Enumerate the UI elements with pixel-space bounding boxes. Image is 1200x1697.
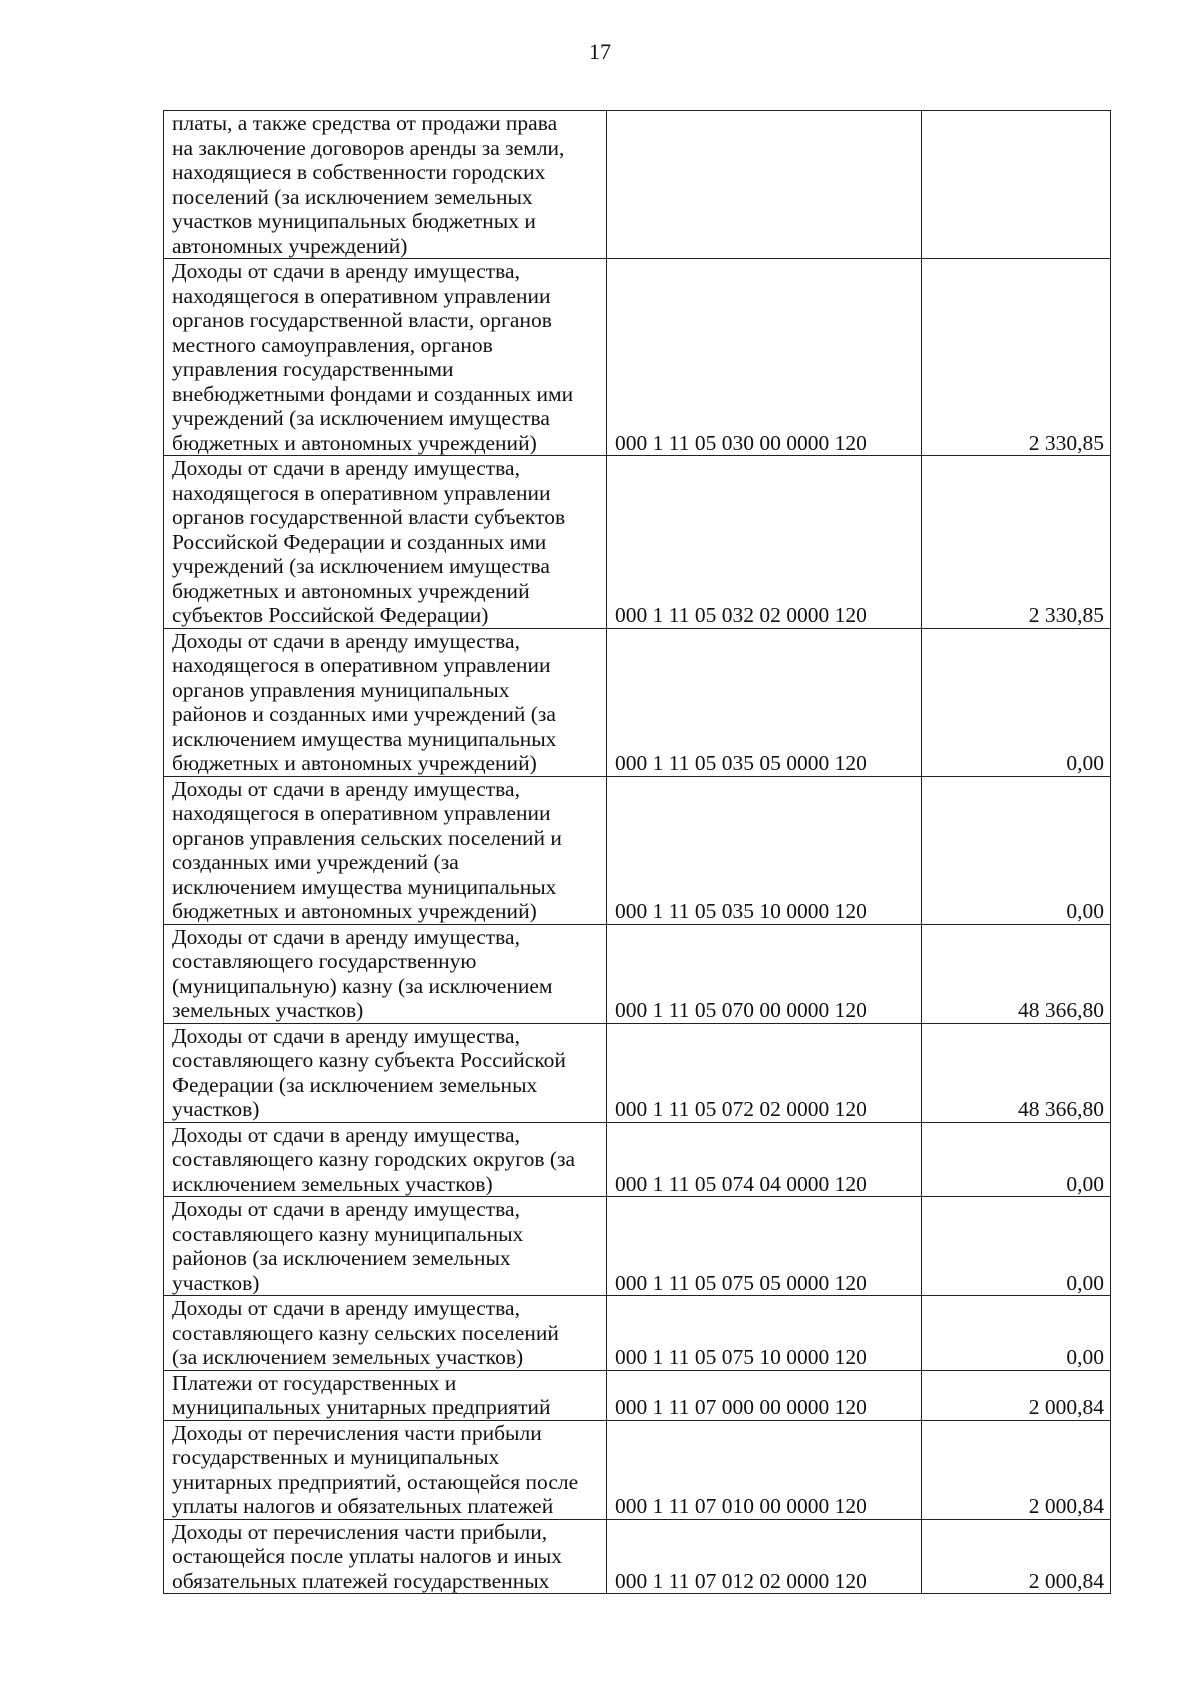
row-amount: 48 366,80 xyxy=(922,924,1111,1023)
row-amount: 0,00 xyxy=(922,1122,1111,1197)
row-description: Доходы от перечисления части прибыли государственных и муниципальных унитарных предприятий, остающейся после уплаты налогов и обязательных платежей xyxy=(164,1420,607,1519)
row-code: 000 1 11 05 072 02 0000 120 xyxy=(607,1023,922,1122)
row-description: Платежи от государственных и муниципальных унитарных предприятий xyxy=(164,1370,607,1420)
row-code: 000 1 11 07 012 02 0000 120 xyxy=(607,1519,922,1594)
row-amount: 0,00 xyxy=(922,776,1111,924)
table-row xyxy=(164,1023,1111,1122)
page-number: 17 xyxy=(589,39,611,64)
row-amount: 48 366,80 xyxy=(922,1023,1111,1122)
table-row xyxy=(164,1296,1111,1371)
row-amount: 2 330,85 xyxy=(922,259,1111,456)
row-description: Доходы от сдачи в аренду имущества, составляющего казну городских округов (за исключением земельных участков) xyxy=(164,1122,607,1197)
row-amount: 2 000,84 xyxy=(922,1420,1111,1519)
row-code: 000 1 11 05 074 04 0000 120 xyxy=(607,1122,922,1197)
table-row xyxy=(164,456,1111,629)
row-amount: 2 000,84 xyxy=(922,1370,1111,1420)
row-amount: 0,00 xyxy=(922,1197,1111,1296)
row-code: 000 1 11 07 010 00 0000 120 xyxy=(607,1420,922,1519)
row-description: Доходы от сдачи в аренду имущества, находящегося в оперативном управлении органов управления сельских поселений и созданных ими учреждений (за исключением имущества муниципальных бюджетных и автономных учреждений) xyxy=(164,776,607,924)
row-description: Доходы от сдачи в аренду имущества, находящегося в оперативном управлении органов государственной власти субъектов Российской Федерации и созданных ими учреждений (за исключением имущества бюджетных и автономных учреждений субъектов Российской Федерации) xyxy=(164,456,607,629)
table-row xyxy=(164,1519,1111,1594)
row-description: Доходы от сдачи в аренду имущества, составляющего казну субъекта Российской Федерации (за исключением земельных участков) xyxy=(164,1023,607,1122)
row-code: 000 1 11 05 075 05 0000 120 xyxy=(607,1197,922,1296)
row-amount: 2 000,84 xyxy=(922,1519,1111,1594)
table-row xyxy=(164,111,1111,259)
row-code: 000 1 11 05 032 02 0000 120 xyxy=(607,456,922,629)
table-row xyxy=(164,259,1111,456)
row-amount: 0,00 xyxy=(922,628,1111,776)
row-code: 000 1 11 07 000 00 0000 120 xyxy=(607,1370,922,1420)
row-description: платы, а также средства от продажи права на заключение договоров аренды за земли, находящиеся в собственности городских поселений (за исключением земельных участков муниципальных бюджетных и автономных учреждений) xyxy=(164,111,607,259)
row-description: Доходы от сдачи в аренду имущества, составляющего казну муниципальных районов (за исключением земельных участков) xyxy=(164,1197,607,1296)
table-row xyxy=(164,1122,1111,1197)
table-row xyxy=(164,628,1111,776)
table-row xyxy=(164,1420,1111,1519)
row-code: 000 1 11 05 035 05 0000 120 xyxy=(607,628,922,776)
row-amount: 0,00 xyxy=(922,1296,1111,1371)
row-amount xyxy=(922,111,1111,259)
row-code xyxy=(607,111,922,259)
table-row xyxy=(164,1197,1111,1296)
row-code: 000 1 11 05 075 10 0000 120 xyxy=(607,1296,922,1371)
row-description: Доходы от сдачи в аренду имущества, составляющего государственную (муниципальную) казну (за исключением земельных участков) xyxy=(164,924,607,1023)
row-amount: 2 330,85 xyxy=(922,456,1111,629)
row-code: 000 1 11 05 035 10 0000 120 xyxy=(607,776,922,924)
row-description: Доходы от сдачи в аренду имущества, находящегося в оперативном управлении органов управления муниципальных районов и созданных ими учреждений (за исключением имущества муниципальных бюджетных и автономных учреждений) xyxy=(164,628,607,776)
row-description: Доходы от сдачи в аренду имущества, составляющего казну сельских поселений (за исключением земельных участков) xyxy=(164,1296,607,1371)
row-description: Доходы от сдачи в аренду имущества, находящегося в оперативном управлении органов государственной власти, органов местного самоуправления, органов управления государственными внебюджетными фондами и созданных ими учреждений (за исключением имущества бюджетных и автономных учреждений) xyxy=(164,259,607,456)
row-code: 000 1 11 05 070 00 0000 120 xyxy=(607,924,922,1023)
revenue-table xyxy=(163,110,1111,1594)
table-row xyxy=(164,776,1111,924)
table-row xyxy=(164,924,1111,1023)
table-row xyxy=(164,1370,1111,1420)
row-code: 000 1 11 05 030 00 0000 120 xyxy=(607,259,922,456)
row-description: Доходы от перечисления части прибыли, остающейся после уплаты налогов и иных обязательных платежей государственных xyxy=(164,1519,607,1594)
